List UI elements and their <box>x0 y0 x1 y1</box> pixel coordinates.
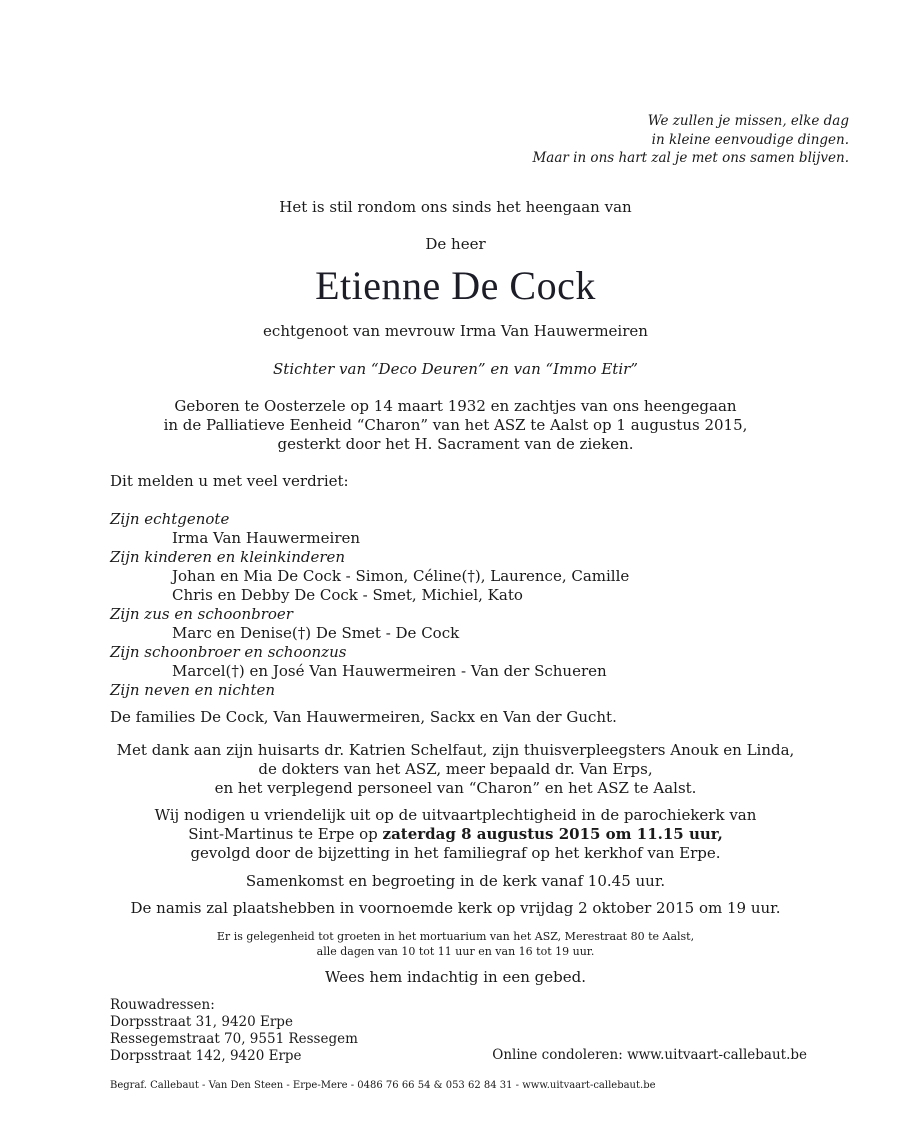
deceased-name: Etienne De Cock <box>315 263 596 308</box>
announcement: Dit melden u met veel verdriet: <box>110 472 349 490</box>
family-member: Johan en Mia De Cock - Simon, Céline(†), Laurence, Camille <box>172 567 630 585</box>
funeral-line <box>0 825 911 844</box>
funeral-location: Sint-Martinus te Erpe op <box>188 825 383 843</box>
online-condolences: Online condoleren: www.uitvaart-callebaut.be <box>492 1047 807 1063</box>
birth-death-line: in de Palliatieve Eenheid “Charon” van het ASZ te Aalst op 1 augustus 2015, <box>163 416 748 434</box>
birth-death-line: Geboren te Oosterzele op 14 maart 1932 en zachtjes van ons heengegaan <box>174 397 737 415</box>
thanks-line: en het verplegend personeel van “Charon” en het ASZ te Aalst. <box>214 779 697 797</box>
thanks-text <box>0 741 911 798</box>
prayer-text: Wees hem indachtig in een gebed. <box>325 968 586 986</box>
mortuary-line: alle dagen van 10 tot 11 uur en van 16 tot 19 uur. <box>316 945 595 958</box>
mortuary-line: Er is gelegenheid tot groeten in het mortuarium van het ASZ, Merestraat 80 te Aalst, <box>216 930 695 943</box>
mass-text: De namis zal plaatshebben in voornoemde kerk op vrijdag 2 oktober 2015 om 19 uur. <box>130 899 781 917</box>
birth-death-text <box>0 397 911 454</box>
address-line: Dorpsstraat 142, 9420 Erpe <box>110 1048 302 1064</box>
family-category: Zijn neven en nichten <box>110 681 276 699</box>
poem-line: in kleine eenvoudige dingen. <box>651 131 849 148</box>
thanks-line: de dokters van het ASZ, meer bepaald dr. Van Erps, <box>258 760 653 778</box>
family-member: Marc en Denise(†) De Smet - De Cock <box>172 624 460 642</box>
poem <box>532 112 849 168</box>
footer-funeral-home: Begraf. Callebaut - Van Den Steen - Erpe-Mere - 0486 76 66 54 & 053 62 84 31 - www.uitvaart-callebaut.be <box>110 1080 656 1091</box>
meeting-text: Samenkomst en begroeting in de kerk vanaf 10.45 uur. <box>245 872 666 890</box>
mourning-addresses <box>110 997 358 1065</box>
families-line: De families De Cock, Van Hauwermeiren, Sackx en Van der Gucht. <box>110 708 617 726</box>
intro-text: Het is stil rondom ons sinds het heengaan van <box>279 198 632 216</box>
family-category: Zijn echtgenote <box>110 510 230 528</box>
addresses-title: Rouwadressen: <box>110 997 215 1013</box>
address-line: Dorpsstraat 31, 9420 Erpe <box>110 1014 293 1030</box>
funeral-line: Wij nodigen u vriendelijk uit op de uitvaartplechtigheid in de parochiekerk van <box>154 806 757 824</box>
poem-line: We zullen je missen, elke dag <box>647 113 849 129</box>
family-member: Marcel(†) en José Van Hauwermeiren - Van der Schueren <box>172 662 607 680</box>
family-category: Zijn kinderen en kleinkinderen <box>110 548 346 566</box>
birth-death-line: gesterkt door het H. Sacrament van de zieken. <box>277 435 634 453</box>
address-line: Ressegemstraat 70, 9551 Ressegem <box>110 1031 358 1047</box>
funeral-invitation <box>0 806 911 863</box>
family-category: Zijn zus en schoonbroer <box>110 605 293 623</box>
thanks-line: Met dank aan zijn huisarts dr. Katrien Schelfaut, zijn thuisverpleegsters Anouk en Linda, <box>116 741 795 759</box>
honorific: De heer <box>425 235 486 253</box>
family-category: Zijn schoonbroer en schoonzus <box>110 643 347 661</box>
family-list <box>110 510 629 700</box>
funeral-datetime: zaterdag 8 augustus 2015 om 11.15 uur, <box>382 825 723 843</box>
poem-line: Maar in ons hart zal je met ons samen blijven. <box>532 150 849 166</box>
funeral-line: gevolgd door de bijzetting in het familiegraf op het kerkhof van Erpe. <box>190 844 721 862</box>
mortuary-text <box>0 929 911 959</box>
family-member: Irma Van Hauwermeiren <box>172 529 361 547</box>
spouse-line: echtgenoot van mevrouw Irma Van Hauwermeiren <box>263 322 648 340</box>
family-member: Chris en Debby De Cock - Smet, Michiel, Kato <box>172 586 523 604</box>
founder-line: Stichter van “Deco Deuren” en van “Immo Etir” <box>273 360 638 378</box>
